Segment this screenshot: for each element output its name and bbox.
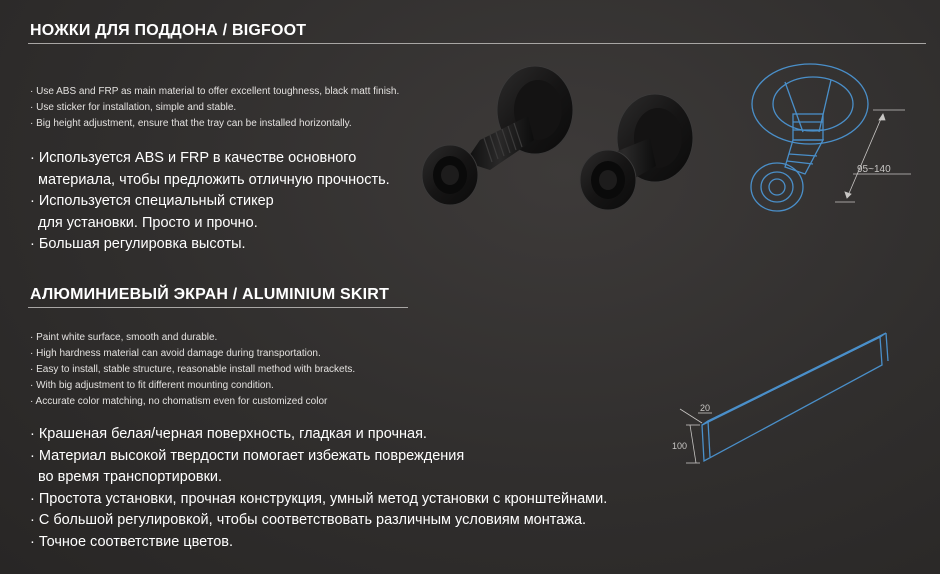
bigfoot-ru-item: · Используется специальный стикер [30,193,274,209]
page-margin [940,0,946,578]
bigfoot-divider [28,43,926,44]
bigfoot-en-item: · Big height adjustment, ensure that the tray can be installed horizontally. [30,118,352,129]
bigfoot-product-image [410,62,710,232]
skirt-en-item: · High hardness material can avoid damage during transportation. [30,348,321,359]
skirt-ru-item: · Точное соответствие цветов. [30,533,233,550]
bigfoot-en-list [30,84,399,132]
skirt-ru-item: · Материал высокой твердости помогает избежать повреждения [30,447,465,464]
bigfoot-technical-drawing [735,62,915,232]
bigfoot-en-item: · Use sticker for installation, simple and stable. [30,102,237,113]
bigfoot-title: НОЖКИ ДЛЯ ПОДДОНА / BIGFOOT [30,22,307,39]
bigfoot-part-left [422,66,573,205]
skirt-ru-list [30,424,607,553]
skirt-divider [28,307,408,308]
skirt-ru-item: · Крашеная белая/черная поверхность, гладкая и прочная. [30,426,427,442]
skirt-en-list [30,330,355,410]
skirt-title: АЛЮМИНИЕВЫЙ ЭКРАН / ALUMINIUM SKIRT [30,286,390,303]
skirt-ru-item: · Простота установки, прочная конструкция, умный метод установки с кронштейнами. [30,490,608,507]
skirt-ru-item: во время транспортировки. [38,469,223,485]
skirt-en-item: · Paint white surface, smooth and durable. [30,332,218,343]
bigfoot-part-right [580,94,693,210]
skirt-en-item: · Easy to install, stable structure, reasonable install method with brackets. [30,364,356,375]
bigfoot-ru-list [30,148,390,256]
skirt-height-label: 100 [672,441,688,451]
bigfoot-ru-item: · Используется ABS и FRP в качестве основного [30,150,357,166]
bigfoot-ru-item: для установки. Просто и прочно. [38,214,258,231]
skirt-width-label: 20 [700,403,711,413]
skirt-en-item: · With big adjustment to fit different mounting condition. [30,380,274,391]
bigfoot-ru-item: · Большая регулировка высоты. [30,236,246,252]
bigfoot-dimension-label: 95~140 [857,164,891,175]
bigfoot-ru-item: материала, чтобы предложить отличную прочность. [38,171,390,188]
skirt-technical-drawing [660,325,900,475]
skirt-ru-item: · С большой регулировкой, чтобы соответствовать различным условиям монтажа. [30,512,587,528]
bigfoot-en-item: · Use ABS and FRP as main material to offer excellent toughness, black matt finish. [30,86,400,97]
skirt-en-item: · Accurate color matching, no chomatism even for customized color [30,396,328,407]
